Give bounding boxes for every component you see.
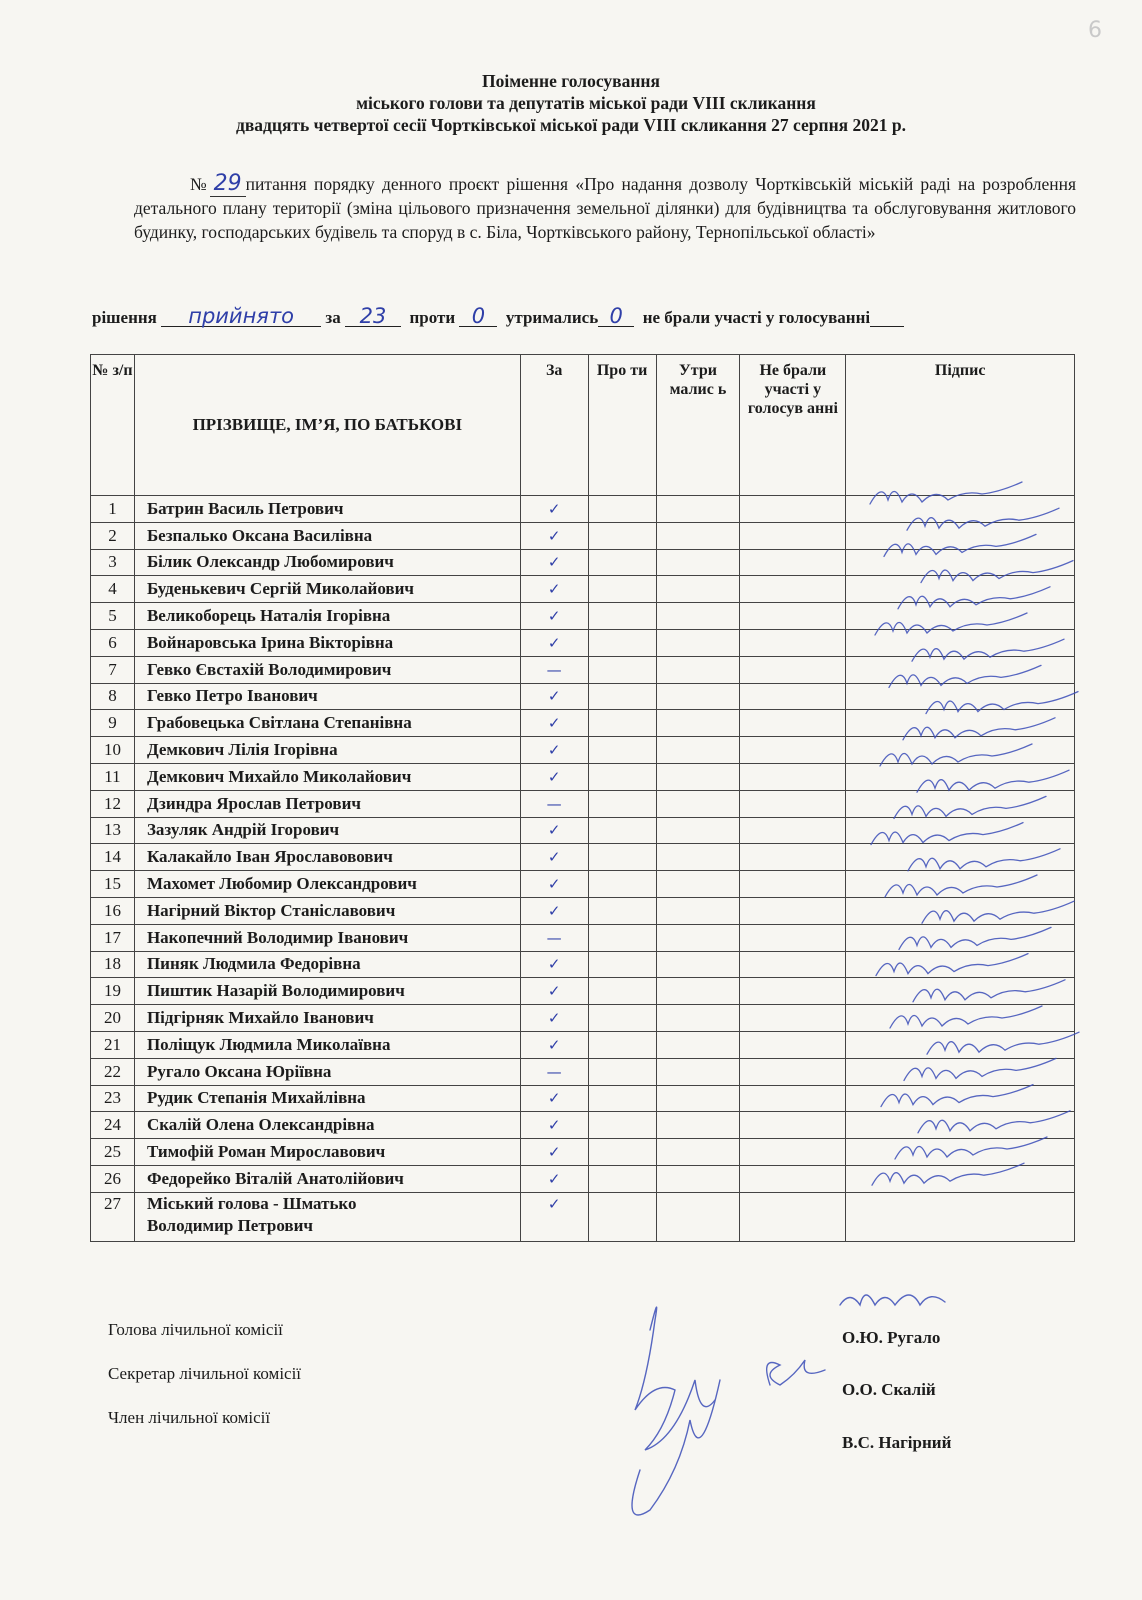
row-abstained — [656, 522, 740, 549]
row-num: 5 — [91, 603, 135, 630]
row-abstained — [656, 496, 740, 523]
row-not-voted — [740, 1112, 846, 1139]
row-signature — [846, 1165, 1075, 1192]
row-name: Накопечний Володимир Іванович — [134, 924, 520, 951]
row-not-voted — [740, 897, 846, 924]
row-name: Войнаровська Ірина Вікторівна — [134, 629, 520, 656]
header-for: За — [520, 355, 588, 496]
row-not-voted — [740, 924, 846, 951]
decision-line — [92, 306, 1072, 328]
row-not-voted — [740, 978, 846, 1005]
table-row — [91, 683, 1075, 710]
header-not-voted: Не брали участі у голосув анні — [740, 355, 846, 496]
row-against — [588, 1085, 656, 1112]
row-num: 6 — [91, 629, 135, 656]
row-abstained — [656, 737, 740, 764]
row-against — [588, 603, 656, 630]
row-signature — [846, 1139, 1075, 1166]
table-row — [91, 549, 1075, 576]
row-not-voted — [740, 737, 846, 764]
row-against — [588, 897, 656, 924]
row-abstained — [656, 871, 740, 898]
row-num: 3 — [91, 549, 135, 576]
table-row — [91, 737, 1075, 764]
row-signature — [846, 710, 1075, 737]
row-num: 25 — [91, 1139, 135, 1166]
row-num: 23 — [91, 1085, 135, 1112]
row-num: 20 — [91, 1005, 135, 1032]
header-against: Про ти — [588, 355, 656, 496]
row-for-mark: ✓ — [520, 871, 588, 898]
table-row — [91, 924, 1075, 951]
row-signature — [846, 576, 1075, 603]
row-signature — [846, 656, 1075, 683]
row-num: 24 — [91, 1112, 135, 1139]
row-against — [588, 790, 656, 817]
row-signature — [846, 1112, 1075, 1139]
row-num: 7 — [91, 656, 135, 683]
table-row — [91, 496, 1075, 523]
row-for-mark: ✓ — [520, 1112, 588, 1139]
commission-footer — [0, 1290, 1142, 1490]
row-name: Калакайло Іван Ярославовович — [134, 844, 520, 871]
agenda-question — [134, 172, 1076, 244]
table-header-row — [91, 355, 1075, 496]
not-voted-label: не брали участі у голосуванні — [642, 308, 871, 327]
row-num: 2 — [91, 522, 135, 549]
row-for-mark: ✓ — [520, 737, 588, 764]
header-line-3: двадцять четвертої сесії Чортківської міської ради VIII скликання 27 серпня 2021 р. — [235, 115, 907, 135]
row-signature — [846, 496, 1075, 523]
row-name: Великоборець Наталія Ігорівна — [134, 603, 520, 630]
row-for-mark: ✓ — [520, 603, 588, 630]
row-signature — [846, 603, 1075, 630]
row-signature — [846, 549, 1075, 576]
row-for-mark: ✓ — [520, 1085, 588, 1112]
row-abstained — [656, 629, 740, 656]
table-row — [91, 844, 1075, 871]
row-name: Пиняк Людмила Федорівна — [134, 951, 520, 978]
header-abstained: Утри малис ь — [656, 355, 740, 496]
row-name: Білик Олександр Любомирович — [134, 549, 520, 576]
row-name: Буденькевич Сергій Миколайович — [134, 576, 520, 603]
row-abstained — [656, 1085, 740, 1112]
row-for-mark: ✓ — [520, 522, 588, 549]
header-line-2: міського голови та депутатів міської ради VIII скликання — [356, 93, 816, 113]
row-num: 8 — [91, 683, 135, 710]
row-for-mark: ✓ — [520, 683, 588, 710]
row-against — [588, 1165, 656, 1192]
row-against — [588, 844, 656, 871]
row-for-mark: ✓ — [520, 897, 588, 924]
row-name: Махомет Любомир Олександрович — [134, 871, 520, 898]
row-not-voted — [740, 576, 846, 603]
row-signature — [846, 1031, 1075, 1058]
row-not-voted — [740, 522, 846, 549]
row-abstained — [656, 790, 740, 817]
row-not-voted — [740, 1005, 846, 1032]
not-voted-count — [870, 306, 904, 327]
row-signature — [846, 683, 1075, 710]
row-signature — [846, 1005, 1075, 1032]
question-number-prefix: № — [190, 174, 210, 194]
row-against — [588, 1005, 656, 1032]
row-num: 4 — [91, 576, 135, 603]
table-row — [91, 603, 1075, 630]
secretary-name: О.О. Скалій — [842, 1380, 936, 1399]
row-abstained — [656, 951, 740, 978]
row-against — [588, 1112, 656, 1139]
row-against — [588, 683, 656, 710]
table-row — [91, 1058, 1075, 1085]
row-name: Дзиндра Ярослав Петрович — [134, 790, 520, 817]
row-signature — [846, 522, 1075, 549]
row-name: Безпалько Оксана Василівна — [134, 522, 520, 549]
row-abstained — [656, 1005, 740, 1032]
row-num: 12 — [91, 790, 135, 817]
row-not-voted — [740, 871, 846, 898]
table-row — [91, 951, 1075, 978]
row-name: Підгірняк Михайло Іванович — [134, 1005, 520, 1032]
row-against — [588, 576, 656, 603]
table-row — [91, 1165, 1075, 1192]
row-name: Демкович Лілія Ігорівна — [134, 737, 520, 764]
row-signature — [846, 951, 1075, 978]
row-for-mark: ✓ — [520, 576, 588, 603]
row-for-mark: ✓ — [520, 1031, 588, 1058]
header-name: ПРІЗВИЩЕ, ІМ’Я, ПО БАТЬКОВІ — [134, 355, 520, 496]
row-name: Тимофій Роман Мирославович — [134, 1139, 520, 1166]
row-signature — [846, 924, 1075, 951]
row-abstained — [656, 656, 740, 683]
table-row — [91, 871, 1075, 898]
row-not-voted — [740, 817, 846, 844]
row-not-voted — [740, 844, 846, 871]
question-text: питання порядку денного проєкт рішення «Про надання дозволу Чортківській міській раді на розроблення детального плану території (зміна цільового призначення земельної ділянки) для будівництва та обслуговування житлового будинку, господарських будівель та споруд в с. Біла, Чортківського району, Тернопільської області» — [134, 174, 1076, 242]
row-abstained — [656, 1031, 740, 1058]
row-against — [588, 549, 656, 576]
row-against — [588, 1139, 656, 1166]
vote-rows — [91, 496, 1075, 1242]
chair-name: О.Ю. Ругало — [842, 1328, 941, 1347]
row-against — [588, 1031, 656, 1058]
row-name: Поліщук Людмила Миколаївна — [134, 1031, 520, 1058]
row-against — [588, 763, 656, 790]
row-signature — [846, 897, 1075, 924]
row-against — [588, 496, 656, 523]
votes-table — [90, 354, 1075, 1242]
decision-label: рішення — [92, 308, 157, 327]
row-against — [588, 951, 656, 978]
row-abstained — [656, 710, 740, 737]
row-name: Зазуляк Андрій Ігорович — [134, 817, 520, 844]
row-signature — [846, 790, 1075, 817]
row-against — [588, 924, 656, 951]
row-not-voted — [740, 951, 846, 978]
row-for-mark: — — [520, 924, 588, 951]
row-against — [588, 522, 656, 549]
row-num: 15 — [91, 871, 135, 898]
row-signature — [846, 1192, 1075, 1241]
row-abstained — [656, 549, 740, 576]
header-signature: Підпис — [846, 355, 1075, 496]
table-row — [91, 790, 1075, 817]
table-row — [91, 1139, 1075, 1166]
row-abstained — [656, 1165, 740, 1192]
row-signature — [846, 871, 1075, 898]
row-name: Гевко Євстахій Володимирович — [134, 656, 520, 683]
header-num: № з/п — [91, 355, 135, 496]
row-abstained — [656, 1058, 740, 1085]
row-not-voted — [740, 629, 846, 656]
for-count: 23 — [345, 306, 401, 327]
against-label: проти — [409, 308, 456, 327]
table-row — [91, 576, 1075, 603]
row-signature — [846, 1058, 1075, 1085]
against-count: 0 — [459, 306, 497, 327]
row-num: 19 — [91, 978, 135, 1005]
row-against — [588, 817, 656, 844]
row-abstained — [656, 683, 740, 710]
row-for-mark: ✓ — [520, 844, 588, 871]
member-role: Член лічильної комісії — [108, 1408, 271, 1427]
abstained-count: 0 — [598, 306, 634, 327]
row-num: 9 — [91, 710, 135, 737]
decision-result: прийнято — [161, 306, 321, 327]
row-num: 13 — [91, 817, 135, 844]
row-abstained — [656, 603, 740, 630]
row-not-voted — [740, 549, 846, 576]
row-abstained — [656, 897, 740, 924]
row-name: Батрин Василь Петрович — [134, 496, 520, 523]
row-num: 10 — [91, 737, 135, 764]
row-for-mark: — — [520, 656, 588, 683]
row-num: 14 — [91, 844, 135, 871]
row-not-voted — [740, 1058, 846, 1085]
secretary-role: Секретар лічильної комісії — [108, 1364, 302, 1383]
page-corner-mark: 6 — [1088, 18, 1102, 43]
row-for-mark: ✓ — [520, 1005, 588, 1032]
row-name: Гевко Петро Іванович — [134, 683, 520, 710]
row-for-mark: ✓ — [520, 1139, 588, 1166]
row-abstained — [656, 844, 740, 871]
row-name: Федорейко Віталій Анатолійович — [134, 1165, 520, 1192]
row-not-voted — [740, 603, 846, 630]
table-row — [91, 710, 1075, 737]
row-signature — [846, 844, 1075, 871]
header-line-1: Поіменне голосування — [482, 71, 660, 91]
table-row — [91, 656, 1075, 683]
row-num: 18 — [91, 951, 135, 978]
row-signature — [846, 763, 1075, 790]
table-row — [91, 522, 1075, 549]
table-row — [91, 1005, 1075, 1032]
row-for-mark: ✓ — [520, 817, 588, 844]
row-not-voted — [740, 1165, 846, 1192]
member-name: В.С. Нагірний — [842, 1433, 952, 1452]
row-name: Рудик Степанія Михайлівна — [134, 1085, 520, 1112]
table-row — [91, 1112, 1075, 1139]
row-against — [588, 710, 656, 737]
row-for-mark: ✓ — [520, 1165, 588, 1192]
row-against — [588, 1192, 656, 1241]
row-not-voted — [740, 496, 846, 523]
row-for-mark: ✓ — [520, 951, 588, 978]
row-signature — [846, 1085, 1075, 1112]
row-abstained — [656, 1192, 740, 1241]
row-signature — [846, 817, 1075, 844]
abstained-label: утримались — [505, 308, 599, 327]
row-not-voted — [740, 1139, 846, 1166]
row-signature — [846, 978, 1075, 1005]
row-for-mark: ✓ — [520, 710, 588, 737]
row-num: 26 — [91, 1165, 135, 1192]
row-against — [588, 656, 656, 683]
row-for-mark: ✓ — [520, 1192, 588, 1241]
chair-role: Голова лічильної комісії — [108, 1320, 283, 1339]
row-num: 17 — [91, 924, 135, 951]
row-name-line-1: Міський голова - Шматько — [146, 1193, 357, 1213]
row-num: 21 — [91, 1031, 135, 1058]
row-name: Ругало Оксана Юріївна — [134, 1058, 520, 1085]
row-not-voted — [740, 1031, 846, 1058]
row-name: Грабовецька Світлана Степанівна — [134, 710, 520, 737]
for-label: за — [325, 308, 341, 327]
row-name-line-2: Володимир Петрович — [146, 1215, 313, 1235]
table-row — [91, 629, 1075, 656]
question-number: 29 — [210, 171, 246, 197]
row-abstained — [656, 1139, 740, 1166]
row-signature — [846, 629, 1075, 656]
row-against — [588, 978, 656, 1005]
table-row — [91, 978, 1075, 1005]
row-not-voted — [740, 763, 846, 790]
row-for-mark: ✓ — [520, 549, 588, 576]
row-num: 16 — [91, 897, 135, 924]
row-name: Пиштик Назарій Володимирович — [134, 978, 520, 1005]
row-not-voted — [740, 1192, 846, 1241]
row-against — [588, 629, 656, 656]
row-not-voted — [740, 1085, 846, 1112]
table-row-mayor — [91, 1192, 1075, 1241]
document-header — [0, 70, 1142, 136]
row-num: 22 — [91, 1058, 135, 1085]
row-abstained — [656, 978, 740, 1005]
row-name: Нагірний Віктор Станіславович — [134, 897, 520, 924]
table-row — [91, 897, 1075, 924]
row-abstained — [656, 817, 740, 844]
row-for-mark: ✓ — [520, 629, 588, 656]
row-not-voted — [740, 790, 846, 817]
row-for-mark: — — [520, 1058, 588, 1085]
row-abstained — [656, 763, 740, 790]
row-num: 27 — [91, 1192, 135, 1241]
table-row — [91, 763, 1075, 790]
row-against — [588, 737, 656, 764]
row-num: 11 — [91, 763, 135, 790]
row-abstained — [656, 924, 740, 951]
row-name — [134, 1192, 520, 1241]
table-row — [91, 1031, 1075, 1058]
row-not-voted — [740, 710, 846, 737]
row-not-voted — [740, 656, 846, 683]
row-abstained — [656, 1112, 740, 1139]
row-name: Скалій Олена Олександрівна — [134, 1112, 520, 1139]
row-name: Демкович Михайло Миколайович — [134, 763, 520, 790]
row-for-mark: ✓ — [520, 763, 588, 790]
row-signature — [846, 737, 1075, 764]
row-against — [588, 871, 656, 898]
row-for-mark: ✓ — [520, 496, 588, 523]
row-abstained — [656, 576, 740, 603]
row-num: 1 — [91, 496, 135, 523]
row-for-mark: — — [520, 790, 588, 817]
row-against — [588, 1058, 656, 1085]
row-not-voted — [740, 683, 846, 710]
table-row — [91, 817, 1075, 844]
table-row — [91, 1085, 1075, 1112]
row-for-mark: ✓ — [520, 978, 588, 1005]
